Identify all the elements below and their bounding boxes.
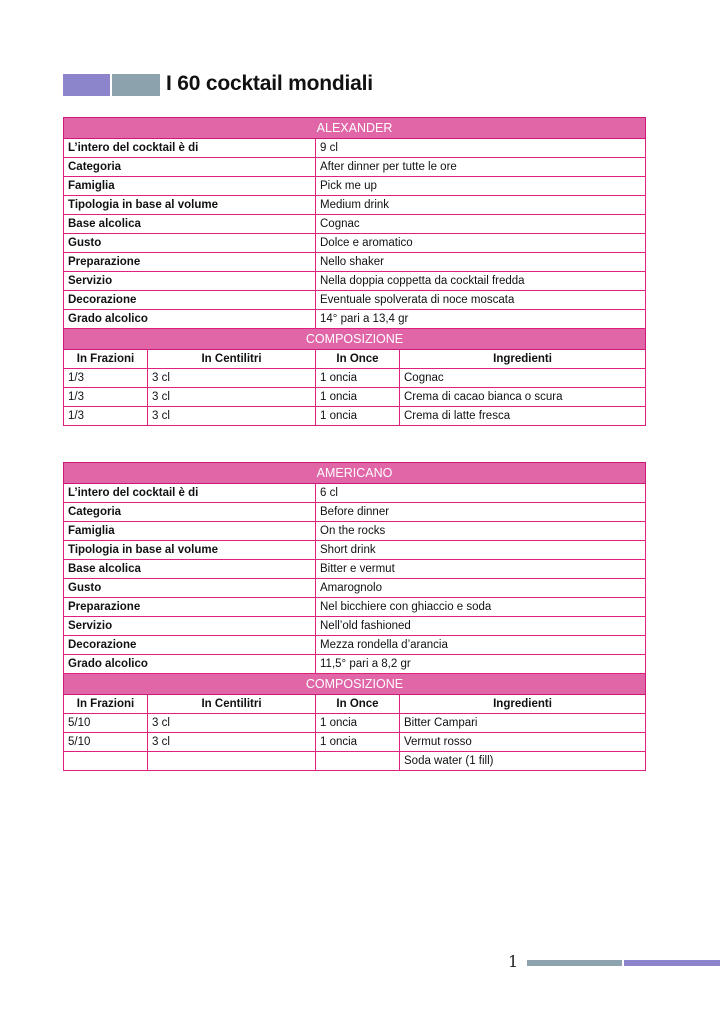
ingredient-ounces: 1 oncia <box>316 388 400 407</box>
spec-label: Grado alcolico <box>64 310 316 329</box>
composition-header: COMPOSIZIONE <box>64 329 646 350</box>
spec-value: After dinner per tutte le ore <box>316 158 646 177</box>
spec-value: Cognac <box>316 215 646 234</box>
spec-row <box>64 484 646 503</box>
spec-value: Nell’old fashioned <box>316 617 646 636</box>
page-title: I 60 cocktail mondiali <box>166 72 373 95</box>
spec-label: Gusto <box>64 579 316 598</box>
column-header: In Once <box>316 695 400 714</box>
spec-label: Base alcolica <box>64 215 316 234</box>
spec-label: Grado alcolico <box>64 655 316 674</box>
cocktail-table-alexander <box>63 117 646 426</box>
spec-label: Base alcolica <box>64 560 316 579</box>
spec-value: Nella doppia coppetta da cocktail fredda <box>316 272 646 291</box>
spec-row <box>64 234 646 253</box>
spec-value: Bitter e vermut <box>316 560 646 579</box>
ingredient-row <box>64 733 646 752</box>
column-header: In Frazioni <box>64 695 148 714</box>
spec-row <box>64 158 646 177</box>
spec-label: Gusto <box>64 234 316 253</box>
ingredient-fraction: 5/10 <box>64 733 148 752</box>
ingredient-ounces: 1 oncia <box>316 369 400 388</box>
column-header-row <box>64 695 646 714</box>
column-header: Ingredienti <box>400 695 646 714</box>
spec-label: L’intero del cocktail è di <box>64 139 316 158</box>
ingredient-centiliters: 3 cl <box>148 407 316 426</box>
spec-label: Decorazione <box>64 636 316 655</box>
spec-label: Famiglia <box>64 177 316 196</box>
ingredient-name: Soda water (1 fill) <box>400 752 646 771</box>
ingredient-name: Crema di latte fresca <box>400 407 646 426</box>
ingredient-name: Vermut rosso <box>400 733 646 752</box>
spec-value: Dolce e aromatico <box>316 234 646 253</box>
ingredient-centiliters: 3 cl <box>148 714 316 733</box>
ingredient-row <box>64 752 646 771</box>
spec-value: Eventuale spolverata di noce moscata <box>316 291 646 310</box>
spec-label: Tipologia in base al volume <box>64 541 316 560</box>
spec-value: 9 cl <box>316 139 646 158</box>
column-header: In Centilitri <box>148 695 316 714</box>
column-header: Ingredienti <box>400 350 646 369</box>
spec-value: 6 cl <box>316 484 646 503</box>
spec-value: On the rocks <box>316 522 646 541</box>
ingredient-name: Crema di cacao bianca o scura <box>400 388 646 407</box>
title-decoration-bar <box>63 74 160 96</box>
spec-value: Short drink <box>316 541 646 560</box>
ingredient-centiliters: 3 cl <box>148 369 316 388</box>
spec-row <box>64 522 646 541</box>
spec-value: Pick me up <box>316 177 646 196</box>
spec-label: L’intero del cocktail è di <box>64 484 316 503</box>
ingredient-row <box>64 369 646 388</box>
spec-row <box>64 579 646 598</box>
spec-value: Before dinner <box>316 503 646 522</box>
column-header-row <box>64 350 646 369</box>
footer-block-purple <box>624 960 720 966</box>
footer-block-gray <box>527 960 622 966</box>
page-number: 1 <box>508 952 519 971</box>
column-header: In Frazioni <box>64 350 148 369</box>
ingredient-ounces <box>316 752 400 771</box>
spec-row <box>64 503 646 522</box>
spec-label: Tipologia in base al volume <box>64 196 316 215</box>
ingredient-fraction: 5/10 <box>64 714 148 733</box>
title-block-purple <box>63 74 110 96</box>
spec-row <box>64 617 646 636</box>
ingredient-ounces: 1 oncia <box>316 407 400 426</box>
spec-row <box>64 291 646 310</box>
spec-label: Servizio <box>64 617 316 636</box>
ingredient-centiliters: 3 cl <box>148 388 316 407</box>
spec-row <box>64 310 646 329</box>
ingredient-fraction: 1/3 <box>64 407 148 426</box>
spec-label: Preparazione <box>64 253 316 272</box>
spec-value: Nel bicchiere con ghiaccio e soda <box>316 598 646 617</box>
ingredient-name: Cognac <box>400 369 646 388</box>
column-header: In Once <box>316 350 400 369</box>
ingredient-fraction: 1/3 <box>64 388 148 407</box>
spec-value: Medium drink <box>316 196 646 215</box>
composition-header: COMPOSIZIONE <box>64 674 646 695</box>
spec-row <box>64 139 646 158</box>
ingredient-row <box>64 714 646 733</box>
spec-row <box>64 598 646 617</box>
cocktail-name: ALEXANDER <box>64 118 646 139</box>
ingredient-name: Bitter Campari <box>400 714 646 733</box>
spec-label: Servizio <box>64 272 316 291</box>
ingredient-row <box>64 388 646 407</box>
spec-label: Categoria <box>64 158 316 177</box>
spec-row <box>64 655 646 674</box>
spec-value: 14° pari a 13,4 gr <box>316 310 646 329</box>
spec-label: Decorazione <box>64 291 316 310</box>
ingredient-ounces: 1 oncia <box>316 733 400 752</box>
spec-value: Nello shaker <box>316 253 646 272</box>
spec-row <box>64 272 646 291</box>
column-header: In Centilitri <box>148 350 316 369</box>
footer-decoration-bar <box>527 960 720 966</box>
ingredient-ounces: 1 oncia <box>316 714 400 733</box>
ingredient-centiliters <box>148 752 316 771</box>
spec-value: Mezza rondella d’arancia <box>316 636 646 655</box>
cocktail-table-americano <box>63 462 646 771</box>
spec-row <box>64 253 646 272</box>
spec-row <box>64 636 646 655</box>
spec-label: Categoria <box>64 503 316 522</box>
title-block-gray <box>112 74 160 96</box>
spec-label: Famiglia <box>64 522 316 541</box>
spec-row <box>64 215 646 234</box>
spec-value: 11,5° pari a 8,2 gr <box>316 655 646 674</box>
ingredient-fraction: 1/3 <box>64 369 148 388</box>
spec-value: Amarognolo <box>316 579 646 598</box>
spec-row <box>64 196 646 215</box>
spec-row <box>64 560 646 579</box>
ingredient-fraction <box>64 752 148 771</box>
spec-label: Preparazione <box>64 598 316 617</box>
spec-row <box>64 177 646 196</box>
spec-row <box>64 541 646 560</box>
ingredient-centiliters: 3 cl <box>148 733 316 752</box>
cocktail-name: AMERICANO <box>64 463 646 484</box>
ingredient-row <box>64 407 646 426</box>
